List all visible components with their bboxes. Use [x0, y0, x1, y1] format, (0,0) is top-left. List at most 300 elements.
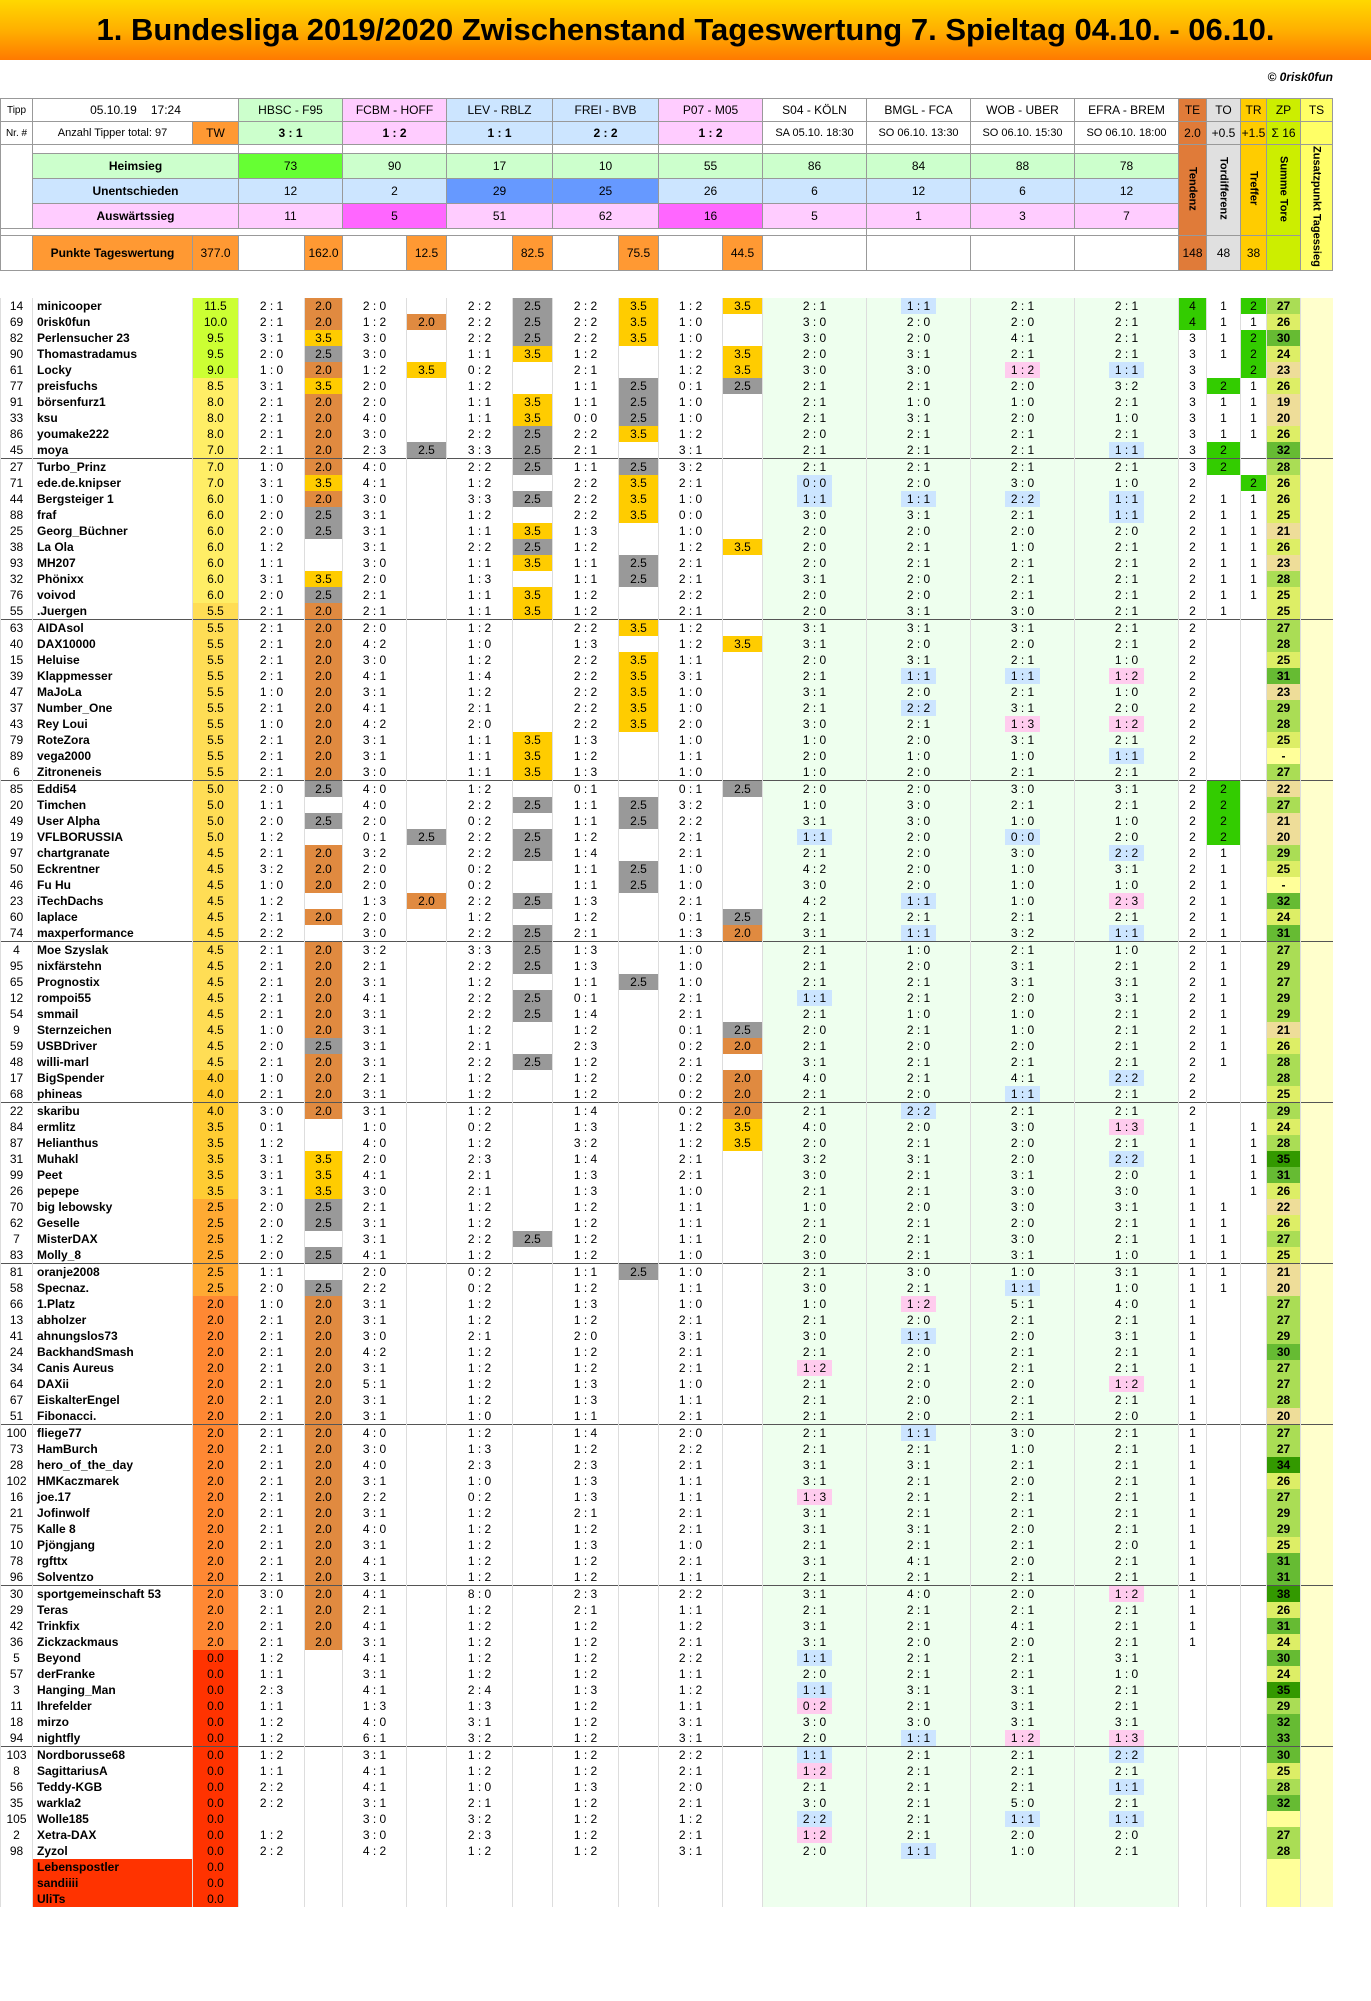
tip: 1 : 1 [447, 394, 513, 410]
tipper-name: iTechDachs [33, 893, 193, 909]
open-tip-value: 2 : 0 [906, 588, 931, 602]
to-points [1207, 1811, 1241, 1827]
tip: 2 : 2 [553, 314, 619, 330]
tip: 1 : 2 [553, 1714, 619, 1730]
zp-value: 24 [1267, 1666, 1301, 1682]
tip-points: 3.5 [513, 346, 553, 362]
tip: 1 : 1 [447, 555, 513, 571]
tip-open [971, 1521, 1075, 1537]
open-tip-value: 2 : 0 [906, 331, 931, 345]
open-tip-value: 2 : 1 [1010, 685, 1035, 699]
tip-points [723, 1215, 763, 1231]
open-tip-value: 2 : 1 [1114, 1474, 1139, 1488]
open-tip-value: 2 : 1 [1114, 1570, 1139, 1584]
te-points: 2 [1179, 652, 1207, 668]
table-row [1, 1296, 1333, 1312]
open-tip-value: 2 : 1 [802, 846, 827, 860]
table-row [1, 1247, 1333, 1264]
tageswertung: 0.0 [193, 1779, 239, 1795]
tip-open [763, 330, 867, 346]
tr-points: 1 [1241, 314, 1267, 330]
te-points: 1 [1179, 1553, 1207, 1569]
tip: 2 : 1 [239, 1408, 305, 1425]
open-tip-value: 2 : 1 [802, 395, 827, 409]
tip-points: 3.5 [619, 716, 659, 732]
to-points [1207, 1602, 1241, 1618]
tip: 1 : 2 [239, 1827, 305, 1843]
ts-value [1301, 362, 1333, 378]
tip: 3 : 0 [343, 491, 407, 507]
to-points [1207, 1650, 1241, 1666]
tip: 2 : 2 [659, 1650, 723, 1666]
tip-points [407, 877, 447, 893]
tip-points [619, 1199, 659, 1215]
match-result: 3 : 1 [239, 122, 343, 145]
tip-points [619, 1247, 659, 1264]
tipper-name: Timchen [33, 797, 193, 813]
tip-open [1075, 1505, 1179, 1521]
tip: 2 : 1 [239, 394, 305, 410]
open-tip-value: 2 : 0 [802, 782, 827, 796]
tr-points [1241, 893, 1267, 909]
zp-value: 19 [1267, 394, 1301, 410]
tageswertung: 4.5 [193, 1022, 239, 1038]
tip-points [723, 330, 763, 346]
tipper-name: willi-marl [33, 1054, 193, 1070]
tip: 2 : 0 [239, 1280, 305, 1296]
tip-open [971, 990, 1075, 1006]
open-tip-value: 2 : 0 [802, 1232, 827, 1246]
open-tip-value: 2 : 1 [802, 1377, 827, 1391]
tip-open [763, 732, 867, 748]
table-row [1, 298, 1333, 314]
tip: 3 : 1 [239, 1183, 305, 1199]
open-tip-value: 1 : 1 [1109, 491, 1144, 507]
open-tip-value: 3 : 1 [802, 1506, 827, 1520]
tip: 1 : 0 [659, 974, 723, 990]
tip-points: 2.0 [305, 1054, 343, 1070]
tip: 2 : 1 [239, 732, 305, 748]
ts-value [1301, 845, 1333, 861]
tip: 1 : 0 [659, 1296, 723, 1312]
tip-open [971, 700, 1075, 716]
tip: 4 : 1 [343, 1650, 407, 1666]
tipp-nr: 84 [1, 1119, 33, 1135]
open-tip-value: 4 : 0 [1114, 1297, 1139, 1311]
tip-points [619, 829, 659, 845]
tipp-nr: 67 [1, 1392, 33, 1408]
tip-points [723, 394, 763, 410]
ts-value [1301, 620, 1333, 637]
tip-points [407, 1747, 447, 1764]
tipp-nr: 35 [1, 1795, 33, 1811]
tip: 3 : 2 [447, 1730, 513, 1747]
zp-value: 20 [1267, 829, 1301, 845]
tip-open [971, 1328, 1075, 1344]
tip-open [1075, 1586, 1179, 1603]
tageswertung: 0.0 [193, 1859, 239, 1875]
tipp-nr: 97 [1, 845, 33, 861]
tip-points [723, 1569, 763, 1586]
table-row [1, 1827, 1333, 1843]
tageswertung: 3.5 [193, 1119, 239, 1135]
table-row [1, 459, 1333, 476]
tip: 3 : 1 [343, 1103, 407, 1120]
open-tip-value: 2 : 1 [802, 411, 827, 425]
open-tip-value: 2 : 1 [906, 1136, 931, 1150]
zp-value: 31 [1267, 1167, 1301, 1183]
tip-points [723, 587, 763, 603]
tip [447, 1875, 513, 1891]
tip: 3 : 1 [343, 1473, 407, 1489]
te-points: 2 [1179, 797, 1207, 813]
zp-value: 31 [1267, 1618, 1301, 1634]
zp-value: 21 [1267, 523, 1301, 539]
tip: 2 : 1 [659, 1505, 723, 1521]
tr-points: 1 [1241, 1119, 1267, 1135]
open-tip-value: 3 : 1 [802, 1055, 827, 1069]
tip: 2 : 1 [239, 1425, 305, 1442]
open-tip-value: 2 : 1 [906, 1667, 931, 1681]
tip: 2 : 1 [343, 1199, 407, 1215]
tip: 2 : 0 [343, 620, 407, 637]
zp-value: 38 [1267, 1586, 1301, 1603]
tip-points [619, 1376, 659, 1392]
to-points: 1 [1207, 314, 1241, 330]
tip-points [723, 1247, 763, 1264]
tip-points [513, 1425, 553, 1442]
tip-points [305, 1650, 343, 1666]
tip-points: 3.5 [513, 764, 553, 781]
tip-points: 2.0 [305, 909, 343, 925]
zp-value: 27 [1267, 1441, 1301, 1457]
tip-points [723, 1280, 763, 1296]
tageswertung: 2.0 [193, 1553, 239, 1569]
tip: 2 : 1 [447, 700, 513, 716]
tip-points [305, 1779, 343, 1795]
to-points [1207, 668, 1241, 684]
tip-open [763, 378, 867, 394]
open-tip-value: 2 : 0 [906, 524, 931, 538]
tageswertung: 5.0 [193, 797, 239, 813]
tip: 3 : 0 [343, 346, 407, 362]
open-tip-value: 2 : 1 [1114, 588, 1139, 602]
tip-points: 3.5 [305, 378, 343, 394]
tip-points [305, 1119, 343, 1135]
tipper-name: rgfttx [33, 1553, 193, 1569]
tip: 1 : 3 [447, 1441, 513, 1457]
open-tip-value: 1 : 1 [901, 1843, 936, 1859]
to-points [1207, 1296, 1241, 1312]
match-points: 162.0 [305, 236, 343, 271]
tip-points: 3.5 [513, 394, 553, 410]
tipper-name: rompoi55 [33, 990, 193, 1006]
open-tip-value: 2 : 0 [1010, 1587, 1035, 1601]
tip-open [971, 1070, 1075, 1086]
te-points: 1 [1179, 1328, 1207, 1344]
ts-value [1301, 797, 1333, 813]
tip-points [619, 1763, 659, 1779]
tipp-nr: 103 [1, 1747, 33, 1764]
copyright: © 0risk0fun [1267, 70, 1333, 84]
tip-points: 2.0 [305, 1070, 343, 1086]
tip: 1 : 3 [553, 1489, 619, 1505]
tip-open [763, 1360, 867, 1376]
to-points [1207, 1714, 1241, 1730]
tip: 2 : 0 [239, 1215, 305, 1231]
to-points: 1 [1207, 410, 1241, 426]
te-points: 1 [1179, 1199, 1207, 1215]
tipp-nr: 82 [1, 330, 33, 346]
tip: 1 : 3 [553, 1183, 619, 1199]
to-points [1207, 1505, 1241, 1521]
table-row [1, 909, 1333, 925]
tip-points: 2.0 [407, 893, 447, 909]
zp-value: 26 [1267, 1183, 1301, 1199]
tageswertung: 2.0 [193, 1586, 239, 1603]
zp-value: 29 [1267, 1698, 1301, 1714]
tip-points: 2.0 [305, 1586, 343, 1603]
tageswertung: 6.0 [193, 571, 239, 587]
tip-points [619, 1312, 659, 1328]
tip-points [513, 1086, 553, 1103]
open-tip-value: 2 : 0 [906, 1039, 931, 1053]
tip: 3 : 1 [343, 732, 407, 748]
tip-points [513, 1602, 553, 1618]
tip-count: 29 [447, 179, 553, 204]
tip: 1 : 2 [553, 1312, 619, 1328]
tip: 1 : 3 [343, 893, 407, 909]
tip-points [407, 1022, 447, 1038]
to-points: 1 [1207, 958, 1241, 974]
tip: 1 : 2 [447, 1296, 513, 1312]
zp-value: 31 [1267, 925, 1301, 942]
open-tip-value: 4 : 2 [802, 862, 827, 876]
open-tip-value: 2 : 2 [1109, 1747, 1144, 1763]
tip-count: 11 [239, 204, 343, 229]
table-row [1, 925, 1333, 942]
tip-open [867, 1521, 971, 1537]
tip [447, 1891, 513, 1907]
ts-value [1301, 378, 1333, 394]
tip-points [723, 1730, 763, 1747]
tip-points [723, 732, 763, 748]
tip-points [305, 1827, 343, 1843]
zp-value: 25 [1267, 587, 1301, 603]
tip-open [971, 1392, 1075, 1408]
to-points [1207, 1425, 1241, 1442]
tip-points [407, 1618, 447, 1634]
table-row [1, 1843, 1333, 1859]
open-tip-value: 2 : 1 [1010, 1506, 1035, 1520]
tip: 3 : 1 [239, 1167, 305, 1183]
open-tip-value: 3 : 1 [1010, 1168, 1035, 1182]
tip-points [407, 571, 447, 587]
tageswertung: 5.5 [193, 716, 239, 732]
tip [343, 1875, 407, 1891]
open-tip-value: 2 : 1 [906, 1538, 931, 1552]
tip-points: 2.5 [513, 491, 553, 507]
tip-open [867, 1086, 971, 1103]
tip: 2 : 1 [659, 1827, 723, 1843]
open-tip-value: 1 : 1 [1109, 362, 1144, 378]
tipp-nr: 90 [1, 346, 33, 362]
tip-open [1075, 298, 1179, 314]
tip-open [867, 1247, 971, 1264]
open-tip-value: 2 : 1 [906, 991, 931, 1005]
tip: 2 : 1 [239, 1360, 305, 1376]
open-tip-value: 2 : 1 [1114, 1345, 1139, 1359]
tip: 1 : 2 [239, 1714, 305, 1730]
tr-points [1241, 925, 1267, 942]
tip-points [513, 1843, 553, 1859]
tip-open [1075, 1360, 1179, 1376]
tip: 1 : 0 [659, 523, 723, 539]
open-tip-value: 2 : 1 [1010, 508, 1035, 522]
tip-points [723, 1264, 763, 1281]
tip-points: 3.5 [513, 603, 553, 620]
zp-value: 28 [1267, 1135, 1301, 1151]
tip-open [867, 1022, 971, 1038]
tip-open [763, 1425, 867, 1442]
table-row [1, 845, 1333, 861]
open-tip-value: 3 : 1 [802, 1554, 827, 1568]
tip: 2 : 1 [239, 1441, 305, 1457]
ts-value [1301, 1328, 1333, 1344]
open-tip-value: 1 : 2 [901, 1296, 936, 1312]
tip-open [971, 1843, 1075, 1859]
tipper-name: mirzo [33, 1714, 193, 1730]
zp-value: 35 [1267, 1151, 1301, 1167]
tip-points: 3.5 [619, 426, 659, 442]
tip-open [1075, 1038, 1179, 1054]
tip: 2 : 1 [659, 603, 723, 620]
tip-open [867, 1360, 971, 1376]
tip-points [619, 1296, 659, 1312]
tip-points: 2.5 [723, 1022, 763, 1038]
tip-points [407, 1827, 447, 1843]
tipper-name: Bergsteiger 1 [33, 491, 193, 507]
open-tip-value: 2 : 1 [1010, 572, 1035, 586]
open-tip-value: 2 : 0 [1010, 1377, 1035, 1391]
tip: 1 : 3 [553, 1682, 619, 1698]
tipp-nr: 57 [1, 1666, 33, 1682]
tip-open [971, 362, 1075, 378]
open-tip-value: 3 : 0 [802, 315, 827, 329]
tipper-name: börsenfurz1 [33, 394, 193, 410]
open-tip-value: 4 : 0 [906, 1587, 931, 1601]
zp-value: 23 [1267, 362, 1301, 378]
tip-open [1075, 1167, 1179, 1183]
tipper-name: Peet [33, 1167, 193, 1183]
tr-points: 2 [1241, 362, 1267, 378]
ts-value [1301, 298, 1333, 314]
tip-open [1075, 797, 1179, 813]
tip: 2 : 1 [239, 1602, 305, 1618]
tip-open [763, 1875, 867, 1891]
tip: 1 : 2 [553, 1199, 619, 1215]
tip-open [1075, 1714, 1179, 1730]
tip: 3 : 0 [343, 426, 407, 442]
tw-label: TW [193, 122, 239, 145]
open-tip-value: 1 : 1 [797, 990, 832, 1006]
tip: 2 : 2 [447, 330, 513, 346]
tip-open [867, 362, 971, 378]
tipp-nr: 49 [1, 813, 33, 829]
tip: 2 : 0 [239, 587, 305, 603]
to-points [1207, 1408, 1241, 1425]
tip: 1 : 1 [553, 1264, 619, 1281]
tip-points [619, 1811, 659, 1827]
tipp-nr: 71 [1, 475, 33, 491]
tip-points [723, 942, 763, 959]
tipper-name: 1.Platz [33, 1296, 193, 1312]
tip: 2 : 2 [659, 1586, 723, 1603]
tip-count: 7 [1075, 204, 1179, 229]
tip: 1 : 0 [659, 684, 723, 700]
to-points [1207, 1634, 1241, 1650]
tip-points: 3.5 [723, 539, 763, 555]
te-points: 1 [1179, 1215, 1207, 1231]
open-tip-value: 3 : 2 [802, 1152, 827, 1166]
ts-value [1301, 748, 1333, 764]
tip: 3 : 1 [343, 1312, 407, 1328]
table-row [1, 378, 1333, 394]
open-tip-value: 2 : 1 [1114, 765, 1139, 779]
tip: 2 : 2 [659, 1441, 723, 1457]
tip-open [1075, 555, 1179, 571]
tip: 2 : 1 [659, 475, 723, 491]
tip-open [867, 893, 971, 909]
open-tip-value: 2 : 0 [802, 749, 827, 763]
tip: 1 : 2 [447, 1215, 513, 1231]
tipper-name: Solventzo [33, 1569, 193, 1586]
open-tip-value: 1 : 2 [1109, 668, 1144, 684]
te-points: 2 [1179, 829, 1207, 845]
tip-open [763, 1811, 867, 1827]
open-tip-value: 2 : 1 [1010, 1651, 1035, 1665]
tip-open [1075, 1312, 1179, 1328]
tip-points: 3.5 [513, 732, 553, 748]
tip: 2 : 1 [239, 1457, 305, 1473]
table-row [1, 1569, 1333, 1586]
tip-points [407, 748, 447, 764]
tip-open [1075, 1779, 1179, 1795]
open-tip-value: 1 : 1 [1005, 668, 1040, 684]
tip-points [305, 1666, 343, 1682]
open-tip-value: 2 : 1 [802, 1426, 827, 1440]
tip-open [763, 394, 867, 410]
tip-points: 2.0 [305, 1392, 343, 1408]
tip-points [619, 1795, 659, 1811]
tip: 1 : 2 [447, 1569, 513, 1586]
tip-points [513, 1103, 553, 1120]
tip-points: 2.5 [305, 1247, 343, 1264]
tip-open [971, 1763, 1075, 1779]
tip: 2 : 0 [343, 861, 407, 877]
tip: 2 : 2 [447, 925, 513, 942]
tip-points [723, 1473, 763, 1489]
tip: 1 : 2 [447, 1763, 513, 1779]
open-tip-value: 1 : 1 [901, 491, 936, 507]
te-points: 2 [1179, 845, 1207, 861]
tipper-name: ede.de.knipser [33, 475, 193, 491]
to-points [1207, 1730, 1241, 1747]
tip-points [723, 1843, 763, 1859]
open-tip-value: 2 : 1 [802, 379, 827, 393]
tip-open [763, 571, 867, 587]
open-tip-value: 1 : 0 [1010, 1442, 1035, 1456]
